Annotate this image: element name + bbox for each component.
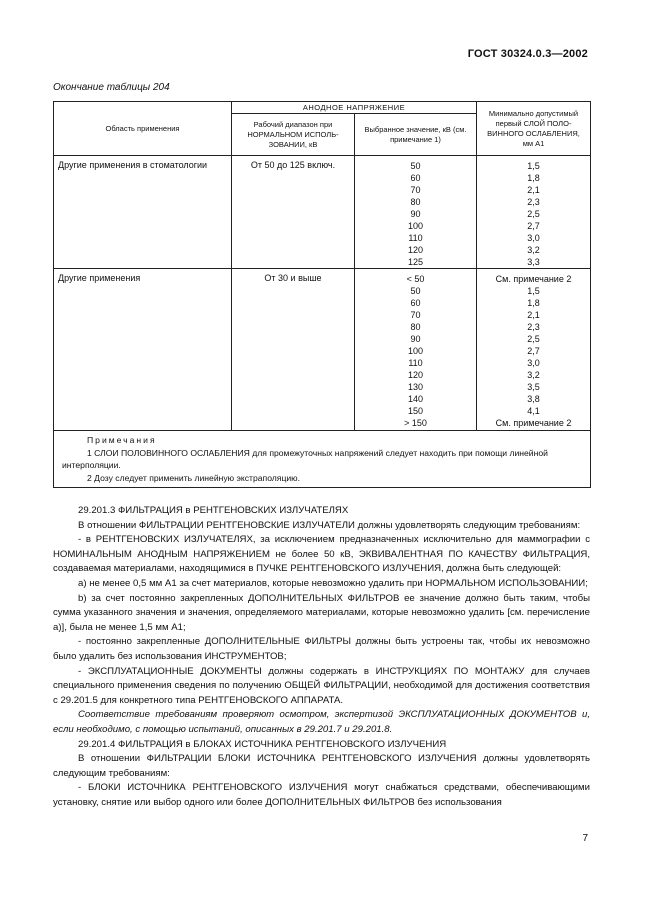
header-selected-value: Выбранное значение, кВ (см. примечание 1) (355, 114, 477, 156)
paragraph: - в РЕНТГЕНОВСКИХ ИЗЛУЧАТЕЛЯХ, за исключением предназначенных исключительно для маммографии с НОМИНАЛЬНЫМ АНОДНЫМ НАПРЯЖЕНИЕМ не более 50 кВ, ЭКВИВАЛЕНТНАЯ ПО КАЧЕСТВУ ФИЛЬТРАЦИЯ, создаваемая материалами, находящимися в ПУЧКЕ РЕНТГЕНОВСКОГО ИЗЛУЧЕНИЯ, должна быть следующей: (53, 534, 590, 575)
min-hvl-value: 3,0 (527, 358, 540, 368)
selected-value: 90 (410, 334, 421, 344)
paragraph: b) за счет постоянно закрепленных ДОПОЛНИТЕЛЬНЫХ ФИЛЬТРОВ ее значение должно быть таким, чтобы сумма указанного значения и значения, определяемого материалами, которые невозможно удалить [см. перечисление а)], была не менее 1,5 мм А1; (53, 592, 590, 633)
min-hvl-value: 3,0 (527, 233, 540, 243)
table-row (54, 269, 591, 431)
selected-value: > 150 (404, 418, 427, 428)
paragraph: В отношении ФИЛЬТРАЦИИ РЕНТГЕНОВСКИЕ ИЗЛУЧАТЕЛИ должны удовлетворять следующим требованиям: (78, 519, 581, 531)
selected-value: 80 (410, 197, 421, 207)
note-item: 2 Дозу следует применить линейную экстраполяцию. (87, 472, 301, 483)
page-number: 7 (582, 833, 588, 844)
row-range: От 50 до 125 включ. (232, 156, 355, 269)
notes-title: Примечания (87, 435, 157, 445)
min-hvl-value: 4,1 (527, 406, 540, 416)
min-hvl-value: 1,5 (527, 161, 540, 171)
min-hvl-value: 2,5 (527, 209, 540, 219)
selected-value: 70 (410, 310, 421, 320)
min-hvl-value: См. примечание 2 (495, 274, 572, 284)
selected-value: 50 (410, 286, 421, 296)
row-min-hvl-values (477, 156, 591, 269)
selected-value: 125 (407, 257, 424, 267)
min-hvl-value: 2,1 (527, 185, 540, 195)
table-notes-row (54, 431, 591, 488)
selected-value: 70 (410, 185, 421, 195)
section-heading: 29.201.4 ФИЛЬТРАЦИЯ в БЛОКАХ ИСТОЧНИКА РЕНТГЕНОВСКОГО ИЗЛУЧЕНИЯ (78, 738, 447, 750)
selected-value: < 50 (406, 274, 425, 284)
selected-value: 140 (407, 394, 424, 404)
selected-value: 60 (410, 298, 421, 308)
row-selected-values (355, 269, 477, 431)
paragraph: а) не менее 0,5 мм А1 за счет материалов, которые невозможно удалить при НОРМАЛЬНОМ ИСПОЛЬЗОВАНИИ; (78, 577, 588, 589)
table-caption: Окончание таблицы 204 (53, 82, 170, 93)
min-hvl-value: См. примечание 2 (495, 418, 572, 428)
header-anode-voltage: АНОДНОЕ НАПРЯЖЕНИЕ (232, 102, 477, 114)
filtration-table (53, 101, 591, 488)
table-notes (54, 431, 591, 488)
table-header-row (54, 102, 591, 114)
selected-value: 90 (410, 209, 421, 219)
body-text (53, 504, 590, 810)
document-header: ГОСТ 30324.0.3—2002 (467, 48, 588, 60)
paragraph: - БЛОКИ ИСТОЧНИКА РЕНТГЕНОВСКОГО ИЗЛУЧЕНИЯ могут снабжаться средствами, обеспечивающими установку, снятие или выбор одного или более ДОПОЛНИТЕЛЬНЫХ ФИЛЬТРОВ без использования (53, 782, 590, 808)
min-hvl-value: 2,7 (527, 221, 540, 231)
selected-value: 80 (410, 322, 421, 332)
row-area: Другие применения (54, 269, 232, 431)
min-hvl-value: 3,8 (527, 394, 540, 404)
row-range: От 30 и выше (232, 269, 355, 431)
row-selected-values (355, 156, 477, 269)
min-hvl-value: 3,2 (527, 370, 540, 380)
min-hvl-value: 3,5 (527, 382, 540, 392)
paragraph: В отношении ФИЛЬТРАЦИИ БЛОКИ ИСТОЧНИКА РЕНТГЕНОВСКОГО ИЗЛУЧЕНИЯ должны удовлетворять следующим требованиям: (53, 753, 590, 779)
selected-value: 100 (407, 221, 424, 231)
paragraph: - ЭКСПЛУАТАЦИОННЫЕ ДОКУМЕНТЫ должны содержать в ИНСТРУКЦИЯХ ПО МОНТАЖУ для случаев специального применения сведения по получению ОБЩЕЙ ФИЛЬТРАЦИИ, необходимой для достижения соответствия с 29.201.5 для конкретного типа РЕНТГЕНОВСКОГО АППАРАТА. (53, 665, 590, 706)
min-hvl-value: 3,2 (527, 245, 540, 255)
header-working-range: Рабочий диапазон при НОРМАЛЬНОМ ИСПОЛЬ-ЗОВАНИИ, кВ (232, 114, 355, 156)
selected-value: 120 (407, 245, 424, 255)
min-hvl-value: 2,3 (527, 197, 540, 207)
row-area: Другие применения в стоматологии (54, 156, 232, 269)
table-row (54, 156, 591, 269)
min-hvl-value: 1,8 (527, 173, 540, 183)
min-hvl-value: 2,7 (527, 346, 540, 356)
selected-value: 120 (407, 370, 424, 380)
min-hvl-value: 2,3 (527, 322, 540, 332)
min-hvl-value: 1,8 (527, 298, 540, 308)
selected-value: 50 (410, 161, 421, 171)
paragraph: - постоянно закрепленные ДОПОЛНИТЕЛЬНЫЕ ФИЛЬТРЫ должны быть устроены так, чтобы их невозможно было удалить без использования ИНСТРУМЕНТОВ; (53, 636, 590, 662)
selected-value: 110 (408, 358, 423, 368)
min-hvl-value: 1,5 (527, 286, 540, 296)
compliance-paragraph: Соответствие требованиям проверяют осмотром, экспертизой ЭКСПЛУАТАЦИОННЫХ ДОКУМЕНТОВ и, если необходимо, с помощью испытаний, описанных в 29.201.7 и 29.201.8. (53, 709, 590, 735)
header-min-hvl: Минимально допустимый первый СЛОЙ ПОЛО-ВИННОГО ОСЛАБЛЕНИЯ, мм А1 (477, 102, 591, 156)
note-item: 1 СЛОИ ПОЛОВИННОГО ОСЛАБЛЕНИЯ для промежуточных напряжений следует находить при помощи линейной интерполяции. (62, 447, 548, 470)
selected-value: 150 (407, 406, 424, 416)
section-heading: 29.201.3 ФИЛЬТРАЦИЯ в РЕНТГЕНОВСКИХ ИЗЛУЧАТЕЛЯХ (78, 505, 349, 516)
min-hvl-value: 2,5 (527, 334, 540, 344)
selected-value: 100 (407, 346, 424, 356)
selected-value: 130 (407, 382, 424, 392)
min-hvl-value: 3,3 (527, 257, 540, 267)
selected-value: 60 (410, 173, 421, 183)
selected-value: 110 (408, 233, 423, 243)
row-min-hvl-values (477, 269, 591, 431)
min-hvl-value: 2,1 (527, 310, 540, 320)
header-area: Область применения (54, 102, 232, 156)
